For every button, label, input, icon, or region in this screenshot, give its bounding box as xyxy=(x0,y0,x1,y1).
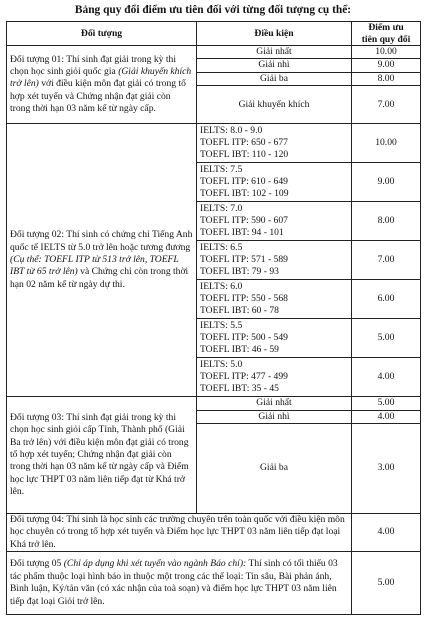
condition-cell xyxy=(197,202,352,241)
toefl-itp-range: TOEFL ITP: 550 - 568 xyxy=(200,293,288,305)
points-cell: 10.00 xyxy=(352,46,421,59)
points-cell: 9.00 xyxy=(352,59,421,72)
toefl-ibt-range: TOEFL IBT: 110 - 120 xyxy=(200,149,289,161)
table-row xyxy=(7,124,421,163)
toefl-ibt-range: TOEFL IBT: 79 - 93 xyxy=(200,266,279,278)
group5-tail: Thí sinh có tối thiểu 03 tác phẩm thuộc loại hình báo in thuộc một trong các thể loại: Tin sâu, Bài phản ánh, Bình luận, Ký/tản văn (có xác nhận của toà soạn) và điểm học lực THPT 03 năm liên tiếp đạt loại Giỏi trở lên. xyxy=(10,558,338,607)
points-cell: 6.00 xyxy=(352,280,421,319)
points-cell: 4.00 xyxy=(352,514,421,552)
condition-cell: Giải nhì xyxy=(197,59,352,72)
toefl-ibt-range: TOEFL IBT: 60 - 78 xyxy=(200,305,279,317)
condition-cell: Giải khuyến khích xyxy=(197,86,352,124)
priority-points-table xyxy=(6,21,421,615)
condition-cell: Giải nhất xyxy=(197,46,352,59)
toefl-ibt-range: TOEFL IBT: 102 - 109 xyxy=(200,188,289,200)
toefl-itp-range: TOEFL ITP: 500 - 549 xyxy=(200,332,288,344)
toefl-ibt-range: TOEFL IBT: 94 - 101 xyxy=(200,227,284,239)
table-row xyxy=(7,46,421,59)
group2-italic: (Cụ thể: TOEFL ITP từ 513 trở lên, TOEFL IBT từ 65 trở lên) xyxy=(10,254,179,278)
points-cell: 7.00 xyxy=(352,86,421,124)
ielts-range: IELTS: 6.0 xyxy=(200,280,243,292)
points-cell: 4.00 xyxy=(352,358,421,397)
ielts-range: IELTS: 6.5 xyxy=(200,241,243,253)
table-row xyxy=(7,514,421,552)
points-cell: 10.00 xyxy=(352,124,421,163)
toefl-itp-range: TOEFL ITP: 610 - 649 xyxy=(200,176,288,188)
points-cell: 4.00 xyxy=(352,410,421,423)
ielts-range: IELTS: 8.0 - 9.0 xyxy=(200,124,263,136)
page-title: Bảng quy đổi điểm ưu tiên đối với từng đối tượng cụ thể: xyxy=(74,4,352,16)
group1-text: Đối tượng 01: Thí sinh đạt giải trong kỳ thi chọn học sinh giỏi quốc gia xyxy=(10,53,176,77)
condition-cell xyxy=(197,319,352,358)
condition-cell xyxy=(197,124,352,163)
toefl-ibt-range: TOEFL IBT: 35 - 45 xyxy=(200,383,279,395)
condition-cell: Giải ba xyxy=(197,424,352,514)
group5-text: Đối tượng 05 xyxy=(10,558,64,570)
group1-italic: (Giải khuyến khích trở lên) xyxy=(10,66,192,90)
group2-subject xyxy=(7,124,197,397)
points-cell: 9.00 xyxy=(352,163,421,202)
group4-subject: Đối tượng 04: Thí sinh là học sinh các trường chuyên trên toàn quốc với điều kiện môn học chuyên có trong tổ hợp xét tuyển và Điểm học lực THPT 03 năm liên tiếp đạt loại Khá trở lên. xyxy=(7,514,352,552)
points-cell: 3.00 xyxy=(352,424,421,514)
ielts-range: IELTS: 7.0 xyxy=(200,202,243,214)
group2-text: Đối tượng 02: Thí sinh có chứng chỉ Tiếng Anh quốc tế IELTS từ 5.0 trở lên hoặc tương đương xyxy=(10,229,193,253)
toefl-ibt-range: TOEFL IBT: 46 - 59 xyxy=(200,344,279,356)
points-cell: 7.00 xyxy=(352,241,421,280)
table-row xyxy=(7,397,421,410)
ielts-range: IELTS: 7.5 xyxy=(200,163,243,175)
header-row xyxy=(7,22,421,46)
points-cell: 5.00 xyxy=(352,319,421,358)
ielts-range: IELTS: 5.0 xyxy=(200,358,243,370)
points-cell: 5.00 xyxy=(352,397,421,410)
header-points xyxy=(352,22,421,46)
condition-cell xyxy=(197,241,352,280)
ielts-range: IELTS: 5.5 xyxy=(200,319,243,331)
toefl-itp-range: TOEFL ITP: 650 - 677 xyxy=(200,137,288,149)
group1-tail: với điều kiện môn đạt giải có trong tổ hợp xét tuyển và Chứng nhận đạt giải còn trong thời hạn 03 năm kể từ ngày cấp. xyxy=(10,78,186,115)
condition-cell: Giải ba xyxy=(197,72,352,85)
group5-subject xyxy=(7,552,352,615)
points-cell: 8.00 xyxy=(352,202,421,241)
group2-tail: và Chứng chỉ còn trong thời hạn 02 năm kể từ ngày dự thi. xyxy=(10,266,189,290)
header-condition: Điều kiện xyxy=(197,22,352,46)
header-subject: Đối tượng xyxy=(7,22,197,46)
points-cell: 5.00 xyxy=(352,552,421,615)
group1-subject xyxy=(7,46,197,124)
toefl-itp-range: TOEFL ITP: 571 - 589 xyxy=(200,254,288,266)
group5-italic: (Chỉ áp dụng khi xét tuyển vào ngành Báo chí): xyxy=(63,558,247,570)
condition-cell xyxy=(197,280,352,319)
header-points-line2: tiên quy đổi xyxy=(361,33,411,45)
header-points-line1: Điểm ưu xyxy=(368,22,404,33)
toefl-itp-range: TOEFL ITP: 477 - 499 xyxy=(200,371,288,383)
condition-cell xyxy=(197,163,352,202)
condition-cell: Giải nhì xyxy=(197,410,352,423)
condition-cell: Giải nhất xyxy=(197,397,352,410)
toefl-itp-range: TOEFL ITP: 590 - 607 xyxy=(200,215,288,227)
group3-subject: Đối tượng 03: Thí sinh đạt giải trong kỳ thi chọn học sinh giỏi cấp Tỉnh, Thành phố (Giải Ba trở lên) với điều kiện môn đạt giải có trong tổ hợp xét tuyển; Chứng nhận đạt giải còn trong thời hạn 03 năm kể từ ngày cấp và Điểm học lực THPT 03 năm liên tiếp đạt từ Khá trở lên. xyxy=(7,397,197,514)
condition-cell xyxy=(197,358,352,397)
table-row xyxy=(7,552,421,615)
points-cell: 8.00 xyxy=(352,72,421,85)
